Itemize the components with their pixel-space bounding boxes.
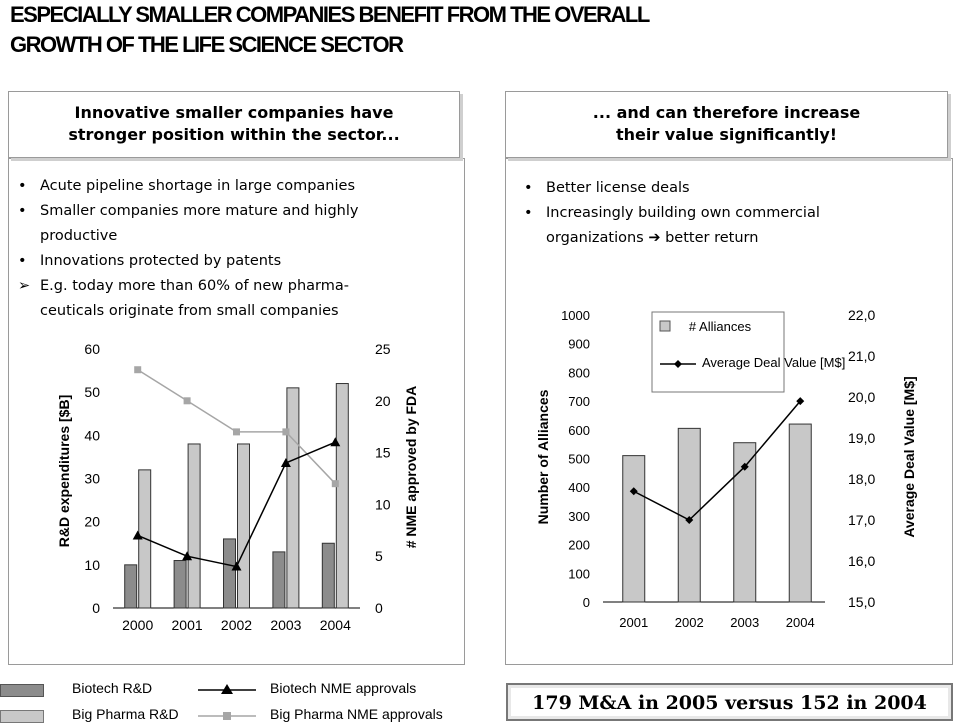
x-tick-label: 2004	[319, 617, 351, 633]
x-tick-label: 2000	[122, 617, 154, 633]
left-heading-line-2: stronger position within the sector...	[68, 125, 400, 144]
y-tick-label: 300	[568, 508, 590, 524]
triangle-line-icon	[198, 682, 256, 698]
alliances-deal-value-chart	[490, 300, 960, 660]
y-tick-label: 50	[84, 384, 100, 401]
bar-alliances	[789, 424, 811, 602]
series-line	[138, 370, 336, 484]
line-point	[233, 428, 240, 435]
bullet-marker: ➢	[18, 278, 31, 294]
series-line	[634, 401, 801, 520]
right-panel-heading	[505, 91, 948, 158]
right-heading-line-2: their value significantly!	[615, 125, 838, 144]
y-axis-title: Number of Alliances	[535, 389, 551, 525]
y2-tick-label: 21,0	[848, 348, 876, 364]
y2-tick-label: 15,0	[848, 594, 876, 610]
bullet-text: organizations ➔ better return	[546, 230, 759, 246]
legend-label-alliances: # Alliances	[688, 319, 752, 334]
left-bullet	[14, 174, 454, 199]
x-tick-label: 2004	[785, 615, 815, 630]
right-bullet	[520, 201, 940, 226]
legend	[0, 672, 470, 725]
x-tick-label: 2002	[674, 615, 704, 630]
right-bullet	[520, 226, 940, 251]
left-bullet	[14, 274, 454, 299]
y-tick-label: 40	[84, 427, 100, 444]
bar-biotech-rd	[224, 539, 236, 608]
y-tick-label: 30	[84, 470, 100, 487]
legend-label-deal-value: Average Deal Value [M$]	[702, 355, 846, 370]
line-point	[332, 480, 339, 487]
left-bullet	[14, 249, 454, 274]
y-tick-label: 60	[84, 341, 100, 357]
y2-tick-label: 5	[375, 548, 383, 565]
y2-tick-label: 22,0	[848, 307, 876, 323]
y2-tick-label: 17,0	[848, 512, 876, 528]
bullet-text: Acute pipeline shortage in large companies	[40, 178, 355, 194]
legend-label: Biotech NME approvals	[270, 680, 417, 696]
bullet-text: E.g. today more than 60% of new pharma-	[40, 278, 349, 294]
series-line	[138, 442, 336, 566]
y-tick-label: 500	[568, 451, 590, 467]
right-bullet-list	[520, 176, 940, 251]
bar-big-pharma-rd	[238, 444, 250, 608]
y-tick-label: 100	[568, 566, 590, 582]
y-tick-label: 900	[568, 336, 590, 352]
x-tick-label: 2003	[270, 617, 302, 633]
legend-swatch-dark	[0, 684, 44, 697]
right-heading-line-1: ... and can therefore increase	[592, 103, 861, 122]
x-tick-label: 2002	[220, 617, 253, 633]
y-axis-title: R&D expenditures [$B]	[56, 394, 72, 548]
y2-tick-label: 25	[375, 341, 391, 357]
bar-big-pharma-rd	[287, 388, 299, 608]
title-line-2: GROWTH OF THE LIFE SCIENCE SECTOR	[10, 32, 403, 57]
y2-tick-label: 18,0	[848, 471, 876, 487]
bullet-marker: •	[18, 178, 27, 194]
bullet-text: Increasingly building own commercial	[546, 205, 820, 221]
bar-biotech-rd	[322, 543, 334, 608]
left-bullet	[14, 299, 454, 324]
bullet-text: ceuticals originate from small companies	[40, 303, 339, 319]
line-point	[134, 366, 141, 373]
legend-label: Big Pharma R&D	[72, 706, 179, 722]
y2-tick-label: 0	[375, 600, 383, 616]
legend-label: Biotech R&D	[72, 680, 153, 696]
mna-callout: 179 M&A in 2005 versus 152 in 2004	[506, 683, 953, 721]
line-point	[184, 397, 191, 404]
y2-tick-label: 15	[375, 444, 391, 461]
rd-nme-chart	[0, 330, 470, 660]
y-tick-label: 700	[568, 394, 590, 410]
legend-label: Big Pharma NME approvals	[270, 706, 443, 722]
bullet-marker: •	[524, 205, 533, 221]
left-heading-line-1: Innovative smaller companies have	[74, 103, 394, 122]
y-tick-label: 1000	[561, 308, 590, 323]
y2-tick-label: 20,0	[848, 389, 876, 405]
right-bullet	[520, 176, 940, 201]
bullet-text: Innovations protected by patents	[40, 253, 282, 269]
bar-alliances	[623, 456, 645, 602]
legend-swatch-alliances	[660, 321, 670, 331]
y-tick-label: 400	[568, 480, 590, 496]
y-tick-label: 20	[84, 513, 100, 530]
x-tick-label: 2001	[171, 617, 203, 633]
bar-biotech-rd	[174, 561, 186, 608]
left-bullet-list	[14, 174, 454, 324]
page-title	[10, 0, 910, 60]
bullet-text: productive	[40, 228, 118, 244]
bullet-marker: •	[524, 180, 533, 196]
y-tick-label: 800	[568, 365, 590, 381]
bar-big-pharma-rd	[336, 384, 348, 608]
y-tick-label: 0	[92, 600, 100, 616]
y2-axis-title: Average Deal Value [M$]	[901, 376, 917, 538]
left-bullet	[14, 199, 454, 224]
bar-biotech-rd	[125, 565, 137, 608]
y-tick-label: 200	[568, 537, 590, 553]
bullet-text: Better license deals	[546, 180, 690, 196]
bullet-marker: •	[18, 253, 27, 269]
y-tick-label: 0	[582, 595, 590, 610]
square-line-icon	[198, 708, 256, 724]
y-tick-label: 600	[568, 422, 590, 438]
title-line-1: ESPECIALLY SMALLER COMPANIES BENEFIT FROM THE OVERALL	[10, 2, 649, 27]
x-tick-label: 2001	[619, 615, 649, 630]
line-point	[282, 428, 289, 435]
x-tick-label: 2003	[730, 615, 760, 630]
y2-axis-title: # NME approved by FDA	[403, 385, 419, 549]
left-bullet	[14, 224, 454, 249]
y2-tick-label: 20	[375, 392, 391, 409]
bullet-text: Smaller companies more mature and highly	[40, 203, 359, 219]
y2-tick-label: 10	[375, 496, 391, 513]
y-tick-label: 10	[84, 556, 100, 573]
legend-swatch-light	[0, 710, 44, 723]
bar-big-pharma-rd	[188, 444, 200, 608]
left-panel-heading	[8, 91, 460, 158]
y2-tick-label: 16,0	[848, 553, 876, 569]
bullet-marker: •	[18, 203, 27, 219]
bar-biotech-rd	[273, 552, 285, 608]
y2-tick-label: 19,0	[848, 430, 876, 446]
